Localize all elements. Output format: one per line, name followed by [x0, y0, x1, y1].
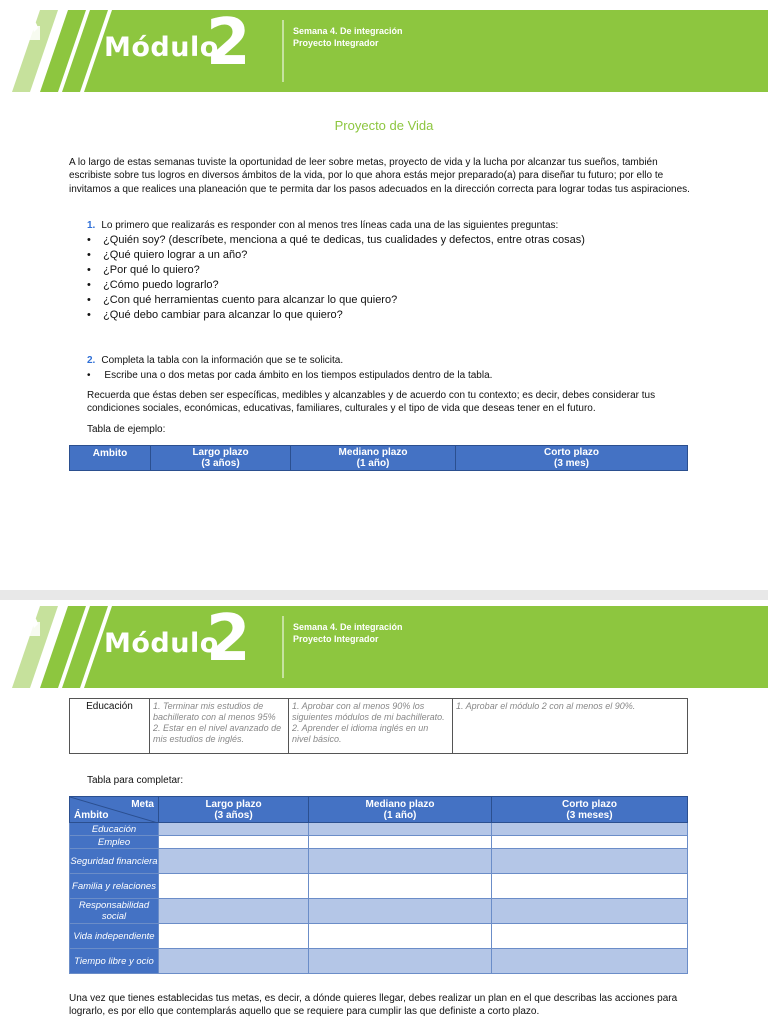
table-row [70, 823, 688, 836]
goal-cell[interactable] [492, 849, 688, 874]
goal-cell[interactable] [492, 836, 688, 849]
week-label [293, 25, 403, 49]
goal-cell[interactable] [309, 874, 492, 899]
example-header-table [69, 445, 688, 471]
ambito-label: Ámbito [74, 809, 109, 821]
closing-paragraph: Una vez que tienes establecidas tus metas, es decir, a dónde quieres llegar, debes realizar un plan en el que describas las acciones para lograrlo, es por ello que contemplarás aquello que se requiere para cumplir las que definiste a corto plazo. [69, 993, 678, 1018]
sep-prepa-en-linea-logo-icon [0, 606, 44, 642]
module-number: 2 [206, 602, 251, 676]
goal-cell[interactable] [309, 823, 492, 836]
meta-ambito-header [70, 797, 159, 823]
goal-cell[interactable] [309, 899, 492, 924]
example-ambito: Educación [70, 699, 150, 754]
goal-cell[interactable] [159, 924, 309, 949]
step1-number: 1. [87, 220, 96, 231]
project-text: Proyecto Integrador [293, 634, 379, 644]
week-text: Semana 4. De integración [293, 622, 403, 632]
goal-cell[interactable] [492, 874, 688, 899]
step1-text: Lo primero que realizarás es responder con al menos tres líneas cada una de las siguientes preguntas: [101, 220, 559, 231]
table-row [70, 836, 688, 849]
week-label [293, 621, 403, 645]
col-largo: Largo plazo (3 años) [159, 797, 309, 823]
goal-cell[interactable] [309, 924, 492, 949]
goal-cell[interactable] [309, 836, 492, 849]
col-largo: Largo plazo (3 años) [151, 446, 291, 471]
goal-cell[interactable] [492, 924, 688, 949]
goals-table [69, 796, 688, 974]
step2-text: Completa la tabla con la información que se te solicita. [101, 355, 344, 366]
step2-bullet: • Escribe una o dos metas por cada ámbito en los tiempos estipulados dentro de la tabla. [87, 370, 493, 381]
question-item: • ¿Cómo puedo lograrlo? [87, 279, 219, 291]
goal-cell[interactable] [159, 823, 309, 836]
intro-paragraph: A lo largo de estas semanas tuviste la oportunidad de leer sobre metas, proyecto de vida y la lucha por alcanzar tus sueños, también escribiste sobre tus logros en diversos ámbitos de la vida, por lo que ahora estás mejor preparado(a) para diseñar tu futuro; por ello te invitamos a que realices una planeación que te permita dar los pasos adecuados en la dirección correcta para lograr todas tus aspiraciones. [69, 157, 690, 195]
example-largo: 1. Terminar mis estudios de bachillerato con al menos 95% 2. Estar en el nivel avanzado de mis estudios de inglés. [150, 699, 289, 754]
col-mediano: Mediano plazo (1 año) [291, 446, 456, 471]
goal-cell[interactable] [492, 899, 688, 924]
goal-cell[interactable] [309, 849, 492, 874]
step2-number: 2. [87, 355, 96, 366]
table-row [70, 849, 688, 874]
row-label: Empleo [70, 836, 159, 849]
col-corto: Corto plazo (3 meses) [492, 797, 688, 823]
question-item: • ¿Qué quiero lograr a un año? [87, 249, 248, 261]
row-label: Responsabilidad social [70, 899, 159, 924]
row-label: Seguridad financiera [70, 849, 159, 874]
sep-prepa-en-linea-logo-icon [0, 10, 44, 46]
step2-note: Recuerda que éstas deben ser específicas, medibles y alcanzables y de acuerdo con tu contexto; es decir, debes considerar tus condiciones sociales, económicas, educativas, familiares, culturales y el tipo de vida que deseas tener en el futuro. [87, 390, 656, 415]
goal-cell[interactable] [309, 949, 492, 974]
table-row [70, 949, 688, 974]
goal-cell[interactable] [159, 874, 309, 899]
question-item: • ¿Qué debo cambiar para alcanzar lo que quiero? [87, 309, 343, 321]
project-text: Proyecto Integrador [293, 38, 379, 48]
goal-cell[interactable] [492, 949, 688, 974]
step1-line [87, 218, 558, 233]
goal-cell[interactable] [159, 849, 309, 874]
col-ambito: Ambito [70, 446, 151, 471]
example-mediano: 1. Aprobar con al menos 90% los siguientes módulos de mi bachillerato. 2. Aprender el idioma inglés en un nivel básico. [289, 699, 453, 754]
table-row [70, 874, 688, 899]
goal-cell[interactable] [159, 899, 309, 924]
module-number: 2 [206, 6, 251, 80]
module-word: Módulo [104, 32, 219, 63]
question-item: • ¿Con qué herramientas cuento para alcanzar lo que quiero? [87, 294, 398, 306]
example-table [69, 698, 688, 754]
table-row [70, 924, 688, 949]
module-word: Módulo [104, 628, 219, 659]
row-label: Vida independiente [70, 924, 159, 949]
col-mediano: Mediano plazo (1 año) [309, 797, 492, 823]
week-text: Semana 4. De integración [293, 26, 403, 36]
example-label: Tabla de ejemplo: [87, 424, 166, 435]
page-title: Proyecto de Vida [334, 118, 434, 133]
goal-cell[interactable] [492, 823, 688, 836]
document-page-2 [0, 600, 768, 1024]
module-banner [0, 6, 768, 92]
module-banner [0, 602, 768, 688]
example-corto: 1. Aprobar el módulo 2 con al menos el 90%. [453, 699, 688, 754]
question-item: • ¿Quién soy? (descríbete, menciona a qué te dedicas, tus cualidades y defectos, entre otras cosas) [87, 234, 585, 246]
table-row [70, 699, 688, 754]
table-row [70, 899, 688, 924]
meta-label: Meta [131, 798, 154, 810]
complete-label: Tabla para completar: [87, 775, 184, 786]
row-label: Educación [70, 823, 159, 836]
step2-line [87, 353, 343, 368]
row-label: Familia y relaciones [70, 874, 159, 899]
row-label: Tiempo libre y ocio [70, 949, 159, 974]
col-corto: Corto plazo (3 mes) [456, 446, 688, 471]
goal-cell[interactable] [159, 949, 309, 974]
goal-cell[interactable] [159, 836, 309, 849]
question-item: • ¿Por qué lo quiero? [87, 264, 200, 276]
